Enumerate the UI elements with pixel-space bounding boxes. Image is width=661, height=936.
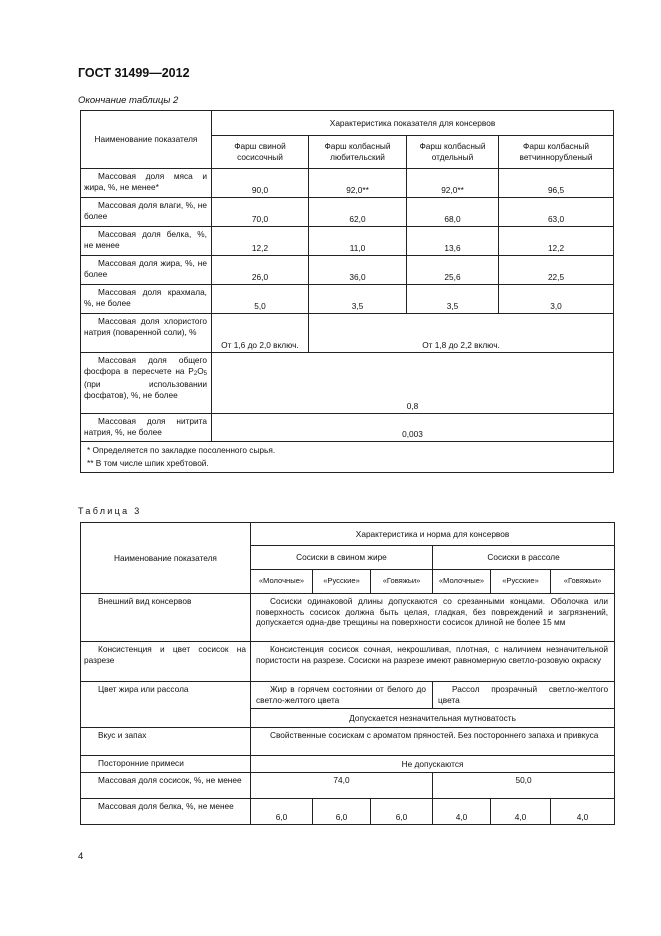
table-row <box>81 285 614 314</box>
cell-text: Сосиски одинаковой длины допускаются со срезанными концами. Оболочка или поверхность сосисок должна быть целая, гладкая, без повреждений и загрязнений, допускается одна-две трещины на поверхности сосисок длиной не более 15 мм <box>251 594 615 642</box>
cell-value: 12,2 <box>212 227 309 256</box>
row-label: Массовая доля мяса и жира, %, не менее* <box>81 169 212 198</box>
row-label: Консистенция и цвет сосисок на разрезе <box>81 642 251 682</box>
cell-value: 6,0 <box>371 799 433 825</box>
table-row <box>81 728 615 756</box>
cell-value: 4,0 <box>551 799 615 825</box>
table-row <box>81 773 615 799</box>
footnotes <box>81 442 614 473</box>
cell-value: 6,0 <box>313 799 371 825</box>
cell-value-merged: 0,003 <box>212 414 614 442</box>
cell-value: 96,5 <box>499 169 614 198</box>
table3-caption: Таблица 3 <box>78 506 142 516</box>
t3-col-molochnye: «Молочные» <box>251 570 313 594</box>
cell-value: 70,0 <box>212 198 309 227</box>
table-row <box>81 227 614 256</box>
cell-text: Рассол прозрачный светло-желтого цвета <box>433 682 615 709</box>
cell-value: 11,0 <box>309 227 407 256</box>
row-label: Массовая доля белка, %, не менее <box>81 227 212 256</box>
cell-text: Жир в горячем состоянии от белого до светло-желтого цвета <box>251 682 433 709</box>
row-label-part: O <box>197 365 204 376</box>
cell-value: 5,0 <box>212 285 309 314</box>
cell-value: От 1,6 до 2,0 включ. <box>212 314 309 353</box>
row-label: Массовая доля жира, %, не более <box>81 256 212 285</box>
cell-value: 13,6 <box>407 227 499 256</box>
cell-value-merged: 50,0 <box>433 773 615 799</box>
t3-group-header: Характеристика и норма для консервов <box>251 523 615 546</box>
row-label: Массовая доля крахмала, %, не более <box>81 285 212 314</box>
cell-value: 4,0 <box>491 799 551 825</box>
row-label: Массовая доля нитрита натрия, %, не более <box>81 414 212 442</box>
page-number: 4 <box>78 851 84 862</box>
row-label-part: Массовая доля общего фосфора в пересчете на P <box>84 355 207 376</box>
table-row <box>81 353 614 414</box>
cell-value: 63,0 <box>499 198 614 227</box>
table-row <box>81 198 614 227</box>
cell-value: 36,0 <box>309 256 407 285</box>
row-label: Массовая доля хлористого натрия (поваренной соли), % <box>81 314 212 353</box>
table-row <box>81 799 615 825</box>
t3-col-russkie: «Русские» <box>313 570 371 594</box>
t3-subheader-brine: Сосиски в рассоле <box>433 546 615 570</box>
cell-value: 62,0 <box>309 198 407 227</box>
document-header: ГОСТ 31499—2012 <box>78 66 190 80</box>
row-label: Посторонние примеси <box>81 756 251 773</box>
cell-value-merged: 0,8 <box>212 353 614 414</box>
cell-value: 25,6 <box>407 256 499 285</box>
cell-value: 3,5 <box>407 285 499 314</box>
t3-col-govyazhi: «Говяжьи» <box>371 570 433 594</box>
subscript: 5 <box>203 370 207 377</box>
cell-value-merged: 74,0 <box>251 773 433 799</box>
t3-col-molochnye: «Молочные» <box>433 570 491 594</box>
row-label: Цвет жира или рассола <box>81 682 251 728</box>
cell-value: 6,0 <box>251 799 313 825</box>
table-row <box>81 682 615 709</box>
t2-group-header: Характеристика показателя для консервов <box>212 111 614 136</box>
footnote: * Определяется по закладке посоленного сырья. <box>87 445 276 455</box>
cell-text: Допускается незначительная мутноватость <box>251 709 615 728</box>
cell-text: Свойственные сосискам с ароматом пряностей. Без постороннего запаха и привкуса <box>251 728 615 756</box>
cell-value: 92,0** <box>309 169 407 198</box>
row-label: Массовая доля сосисок, %, не менее <box>81 773 251 799</box>
t3-col-govyazhi: «Говяжьи» <box>551 570 615 594</box>
cell-value: 92,0** <box>407 169 499 198</box>
t3-name-header: Наименование показателя <box>81 523 251 594</box>
t2-col-3: Фарш колбасный отдельный <box>407 136 499 169</box>
row-label: Внешний вид консервов <box>81 594 251 642</box>
row-label: Массовая доля влаги, %, не более <box>81 198 212 227</box>
subscript: 2 <box>193 370 198 377</box>
table-row <box>81 642 615 682</box>
cell-value: 12,2 <box>499 227 614 256</box>
t2-col-4: Фарш колбасный ветчиннорубленый <box>499 136 614 169</box>
cell-value: 90,0 <box>212 169 309 198</box>
table-row <box>81 256 614 285</box>
row-label: Массовая доля белка, %, не менее <box>81 799 251 825</box>
cell-value: 26,0 <box>212 256 309 285</box>
cell-value: 3,5 <box>309 285 407 314</box>
cell-value: 4,0 <box>433 799 491 825</box>
t2-col-2: Фарш колбасный любительский <box>309 136 407 169</box>
table-row <box>81 756 615 773</box>
row-label-part: (при использовании фосфатов), %, не более <box>84 379 207 400</box>
footnotes-row <box>81 442 614 473</box>
cell-value-merged: От 1,8 до 2,2 включ. <box>309 314 614 353</box>
table-row <box>81 169 614 198</box>
table-2 <box>80 110 614 473</box>
table-row <box>81 414 614 442</box>
table-row <box>81 314 614 353</box>
cell-value: 3,0 <box>499 285 614 314</box>
table-row <box>81 594 615 642</box>
cell-value: 22,5 <box>499 256 614 285</box>
t3-subheader-fat: Сосиски в свином жире <box>251 546 433 570</box>
row-label: Вкус и запах <box>81 728 251 756</box>
footnote: ** В том числе шпик хребтовой. <box>87 457 209 468</box>
t2-col-1: Фарш свиной сосисочный <box>212 136 309 169</box>
cell-value: 68,0 <box>407 198 499 227</box>
cell-text: Консистенция сосисок сочная, некрошливая, плотная, с наличием незначительной пористости на разрезе. Сосиски на разрезе имеют равномерную светло-розовую окраску <box>251 642 615 682</box>
t3-col-russkie: «Русские» <box>491 570 551 594</box>
t2-name-header: Наименование показателя <box>81 111 212 169</box>
table-3 <box>80 522 615 825</box>
table2-caption: Окончание таблицы 2 <box>78 95 179 106</box>
cell-text: Не допускаются <box>251 756 615 773</box>
row-label <box>81 353 212 414</box>
